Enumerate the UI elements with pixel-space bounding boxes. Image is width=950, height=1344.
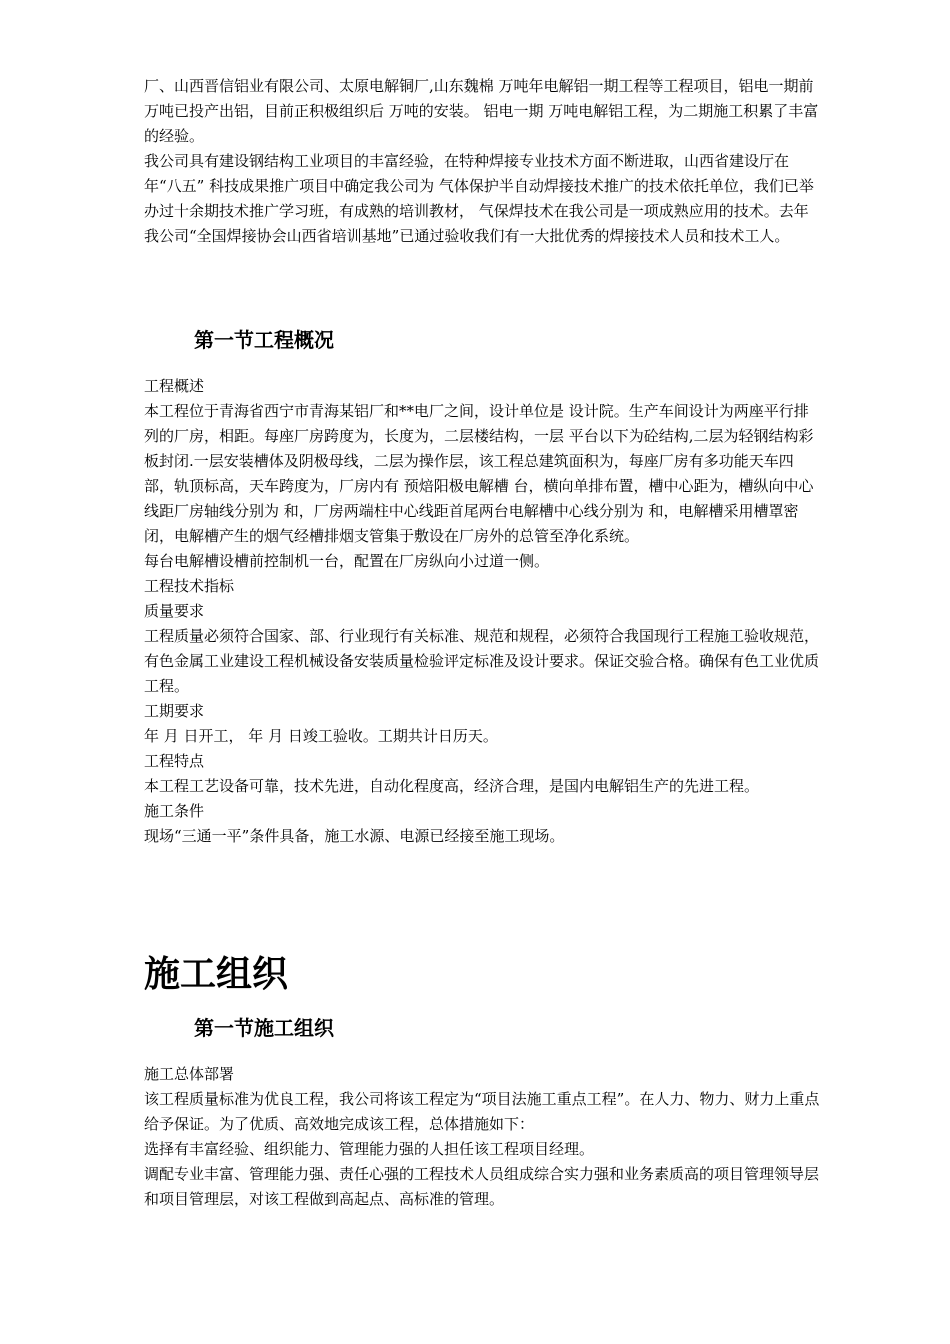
body-paragraph: 工程质量必须符合国家、部、行业现行有关标准、规范和规程，必须符合我国现行工程施工验收规范，有色金属工业建设工程机械设备安装质量检验评定标准及设计要求。保证交验合格。确保有色工业优质工程。: [144, 627, 820, 695]
organization-block: [144, 1062, 820, 1212]
overview-block: [144, 374, 820, 849]
subheading: 施工条件: [144, 802, 205, 820]
body-paragraph: 本工程工艺设备可靠，技术先进，自动化程度高，经济合理，是国内电解铝生产的先进工程。: [144, 777, 760, 795]
chapter-title: 施工组织: [144, 954, 289, 995]
body-paragraph: 调配专业丰富、管理能力强、责任心强的工程技术人员组成综合实力强和业务素质高的项目管理领导层和项目管理层，对该工程做到高起点、高标准的管理。: [144, 1165, 820, 1208]
body-paragraph: 现场“三通一平”条件具备，施工水源、电源已经接至施工现场。: [144, 827, 565, 845]
body-paragraph: 年 月 日开工， 年 月 日竣工验收。工期共计日历天。: [144, 727, 498, 745]
body-paragraph: 该工程质量标准为优良工程，我公司将该工程定为“项目法施工重点工程”。在人力、物力、财力上重点给予保证。为了优质、高效地完成该工程，总体措施如下：: [144, 1090, 820, 1133]
subheading: 工期要求: [144, 702, 205, 720]
intro-block: [144, 74, 820, 249]
body-paragraph: 每台电解槽设槽前控制机一台，配置在厂房纵向小过道一侧。: [144, 552, 550, 570]
intro-paragraph: 厂、山西晋信铝业有限公司、太原电解铜厂,山东魏棉 万吨年电解铝一期工程等工程项目，铝电一期前 万吨已投产出铝，目前正积极组织后 万吨的安装。 铝电一期 万吨电解铝工程，为二期施工积累了丰富的经验。: [144, 77, 819, 145]
body-paragraph: 选择有丰富经验、组织能力、管理能力强的人担任该工程项目经理。: [144, 1140, 595, 1158]
intro-paragraph: 我公司具有建设钢结构工业项目的丰富经验，在特种焊接专业技术方面不断进取，山西省建设厅在 年“八五” 科技成果推广项目中确定我公司为 气体保护半自动焊接技术推广的技术依托单位，我们已举办过十余期技术推广学习班，有成熟的培训教材， 气保焊技术在我公司是一项成熟应用的技术。去年我公司“全国焊接协会山西省培训基地”已通过验收我们有一大批优秀的焊接技术人员和技术工人。: [144, 152, 814, 245]
subheading: 工程概述: [144, 377, 205, 395]
subheading: 工程技术指标: [144, 577, 235, 595]
subheading: 施工总体部署: [144, 1065, 235, 1083]
subheading: 工程特点: [144, 752, 205, 770]
section-title-overview: 第一节工程概况: [194, 328, 334, 352]
section-title-organization: 第一节施工组织: [194, 1016, 334, 1040]
subheading: 质量要求: [144, 602, 205, 620]
body-paragraph: 本工程位于青海省西宁市青海某铝厂和**电厂之间，设计单位是 设计院。生产车间设计为两座平行排列的厂房，相距。每座厂房跨度为，长度为，二层楼结构，一层 平台以下为砼结构,二层为轻钢结构彩板封闭.一层安装槽体及阴极母线，二层为操作层，该工程总建筑面积为，每座厂房有多功能天车四部，轨顶标高，天车跨度为，厂房内有 预焙阳极电解槽 台，横向单排布置，槽中心距为，槽纵向中心线距厂房轴线分别为 和，厂房两端柱中心线距首尾两台电解槽中心线分别为 和，电解槽采用槽罩密闭，电解槽产生的烟气经槽排烟支管集于敷设在厂房外的总管至净化系统。: [144, 402, 814, 545]
